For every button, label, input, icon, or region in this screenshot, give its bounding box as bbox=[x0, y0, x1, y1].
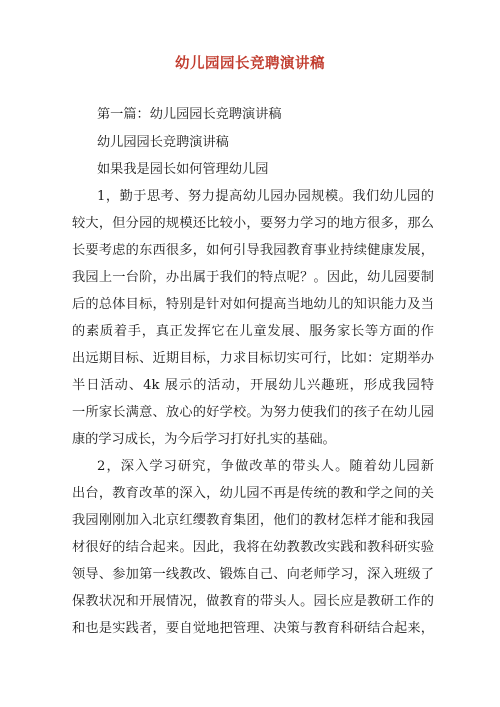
paragraph1-line: 长要考虑的东西很多，如何引导我园教育事业持续健康发展， bbox=[72, 243, 434, 258]
document-title: 幼儿园园长竞聘演讲稿 bbox=[175, 55, 325, 72]
paragraph1-line: 较大，但分园的规模还比较小，要努力学习的地方很多，那么 bbox=[72, 216, 434, 231]
subtitle: 幼儿园园长竞聘演讲稿 bbox=[97, 135, 229, 150]
paragraph1-line: 康的学习成长，为今后学习打好扎实的基础。 bbox=[72, 432, 336, 447]
paragraph1-line: 1，勤于思考、努力提高幼儿园办园规模。我们幼儿园的 bbox=[97, 189, 434, 204]
paragraph1-line: 后的总体目标，特别是针对如何提高当地幼儿的知识能力及当 bbox=[72, 297, 434, 312]
paragraph1-line: 半日活动、4k 展示的活动，开展幼儿兴趣班，形成我园特 bbox=[72, 378, 434, 393]
paragraph1-line: 的素质着手，真正发挥它在儿童发展、服务家长等方面的作 bbox=[72, 324, 434, 339]
paragraph2-line: 2，深入学习研究，争做改革的带头人。随着幼儿园新 bbox=[97, 459, 434, 474]
paragraph2-line: 材很好的结合起来。因此，我将在幼教教改实践和教科研实验 bbox=[72, 540, 434, 555]
paragraph2-line: 领导、参加第一线教改、锻炼自己、向老师学习，深入班级了 bbox=[72, 567, 434, 582]
paragraph1-line: 一所家长满意、放心的好学校。为努力使我们的孩子在幼儿园 bbox=[72, 405, 434, 420]
paragraph1-line: 我园上一台阶，办出属于我们的特点呢？。因此，幼儿园要制 bbox=[72, 270, 434, 285]
paragraph1-line: 出远期目标、近期目标，力求目标切实可行，比如：定期举办 bbox=[72, 351, 434, 366]
paragraph2-line: 保教状况和开展情况，做教育的带头人。园长应是教研工作的 bbox=[72, 594, 434, 609]
section-heading: 第一篇：幼儿园园长竞聘演讲稿 bbox=[97, 107, 282, 122]
paragraph2-line: 和也是实践者，要自觉地把管理、决策与教育科研结合起来， bbox=[72, 621, 434, 636]
paragraph2-line: 出台，教育改革的深入，幼儿园不再是传统的教和学之间的关 bbox=[72, 486, 434, 501]
paragraph2-line: 我园刚刚加入北京红缨教育集团，他们的教材怎样才能和我园 bbox=[72, 513, 434, 528]
intro-line: 如果我是园长如何管理幼儿园 bbox=[97, 162, 269, 177]
